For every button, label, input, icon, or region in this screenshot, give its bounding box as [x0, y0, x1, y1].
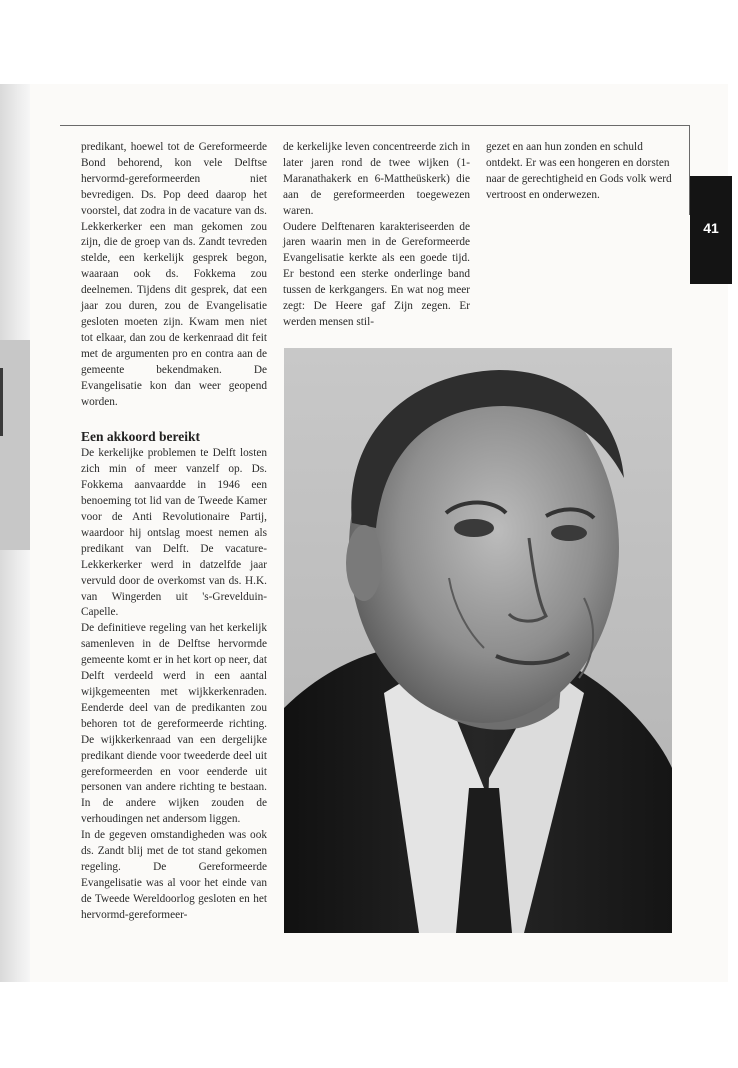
page-number: 41 [703, 220, 719, 236]
paragraph: De definitieve regeling van het kerkelijk samenleven in de Delftse hervormde gemeente komt er in het kort op neer, dat Delft verdeeld werd in een aantal wijkgemeenten met wijkkerkenraden. Eenderde deel van de predikanten zou behoren tot de gereformeerde richting. De wijkkerkenraad van een dergelijke predikant diende voor tweederde deel uit gereformeerden en voor eenderde uit personen van andere richting te bestaan. In de andere wijken zouden de verhoudingen net andersom liggen. [81, 622, 267, 826]
text-column-2 [283, 140, 470, 331]
portrait-illustration [284, 348, 672, 933]
binding-mark [0, 368, 3, 436]
text-column-3 [486, 140, 672, 204]
portrait-photo [284, 348, 672, 933]
paragraph: gezet en aan hun zonden en schuld ontdekt. Er was een hongeren en dorsten naar de gerechtigheid en Gods volk werd vertroost en onderwezen. [486, 141, 672, 201]
section-heading: Een akkoord bereikt [81, 429, 201, 445]
paragraph: de kerkelijke leven concentreerde zich in later jaren rond de twee wijken (1-Maranathakerk en 6-Mattheüskerk) die aan de gereformeerden toegewezen waren. [283, 141, 470, 217]
paragraph: De kerkelijke problemen te Delft losten zich min of meer vanzelf op. Ds. Fokkema aanvaardde in 1946 een benoeming tot lid van de Tweede Kamer voor de Anti Revolutionaire Partij, waardoor hij ontslag moest nemen als predikant van Delft. De vacature-Lekkerkerker werd in datzelfde jaar vervuld door de overkomst van ds. H.K. van Wingerden uit 's-Grevelduin-Capelle. [81, 447, 267, 619]
paragraph: In de gegeven omstandigheden was ook ds. Zandt blij met de tot stand gekomen regeling. De Gereformeerde Evangelisatie was al voor het einde van de Tweede Wereldoorlog gesloten en het hervormd-gereformeer- [81, 829, 267, 921]
paragraph: Oudere Delftenaren karakteriseerden de jaren waarin men in de Gereformeerde Evangelisatie kerkte als een goede tijd. Er bestond een sterke onderlinge band tussen de kerkgangers. En wat nog meer zegt: De Heere gaf Zijn zegen. Er werden mensen stil- [283, 220, 470, 328]
top-rule [60, 125, 690, 126]
paragraph: predikant, hoewel tot de Gereformeerde Bond behorend, kon vele Delftse hervormd-gereformeerden niet bevredigen. Ds. Pop deed daarop het voorstel, dat zodra in de vacature van ds. Lekkerkerker een man gekomen zou zijn, die de groep van ds. Zandt tevreden stelde, een kerkelijk gesprek begon, waaraan ook ds. Fokkema zou deelnemen. Tijdens dit gesprek, dat een jaar zou duren, zou de Evangelisatie gesloten moeten zijn. Kwam men niet tot elkaar, dan zou de kerkenraad dit feit met de argumenten pro en contra aan de gemeente bekendmaken. De Evangelisatie kon dan weer geopend worden. [81, 141, 267, 408]
text-column-1 [81, 140, 267, 924]
binding-shadow [0, 340, 30, 550]
